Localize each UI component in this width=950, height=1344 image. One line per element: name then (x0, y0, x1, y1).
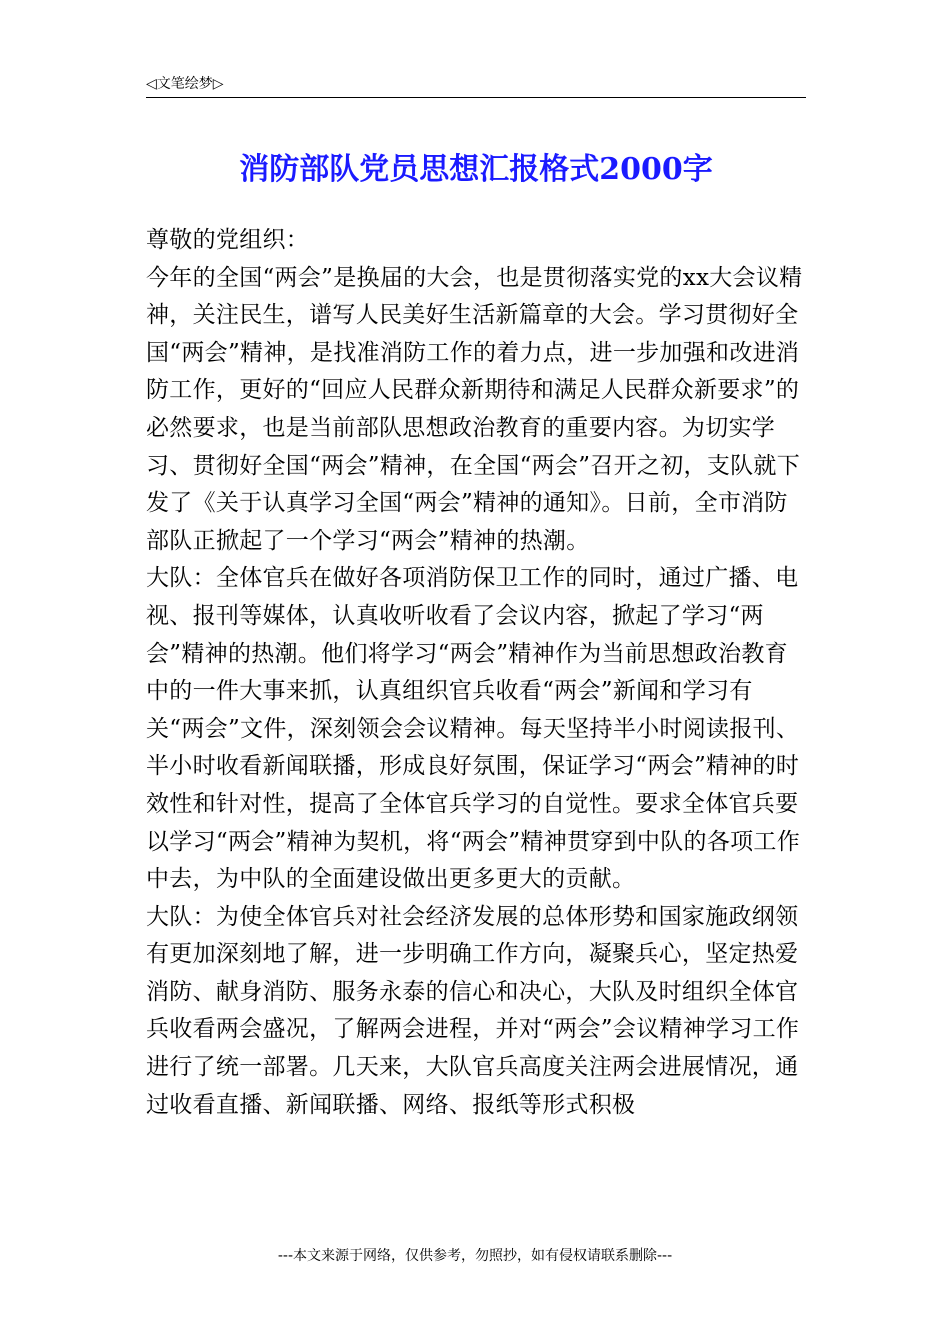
document-title: 消防部队党员思想汇报格式2000字 (239, 152, 713, 188)
footer-notice: ---本文来源于网络，仅供参考，勿照抄，如有侵权请联系删除--- (277, 1248, 673, 1264)
document-body (146, 222, 806, 1124)
header-divider (146, 97, 806, 98)
paragraph: 大队：全体官兵在做好各项消防保卫工作的同时，通过广播、电视、报刊等媒体，认真收听收看了会议内容，掀起了学习“两会”精神的热潮。他们将学习“两会”精神作为当前思想政治教育中的一件大事来抓，认真组织官兵收看“两会”新闻和学习有关“两会”文件，深刻领会会议精神。每天坚持半小时阅读报刊、半小时收看新闻联播，形成良好氛围，保证学习“两会”精神的时效性和针对性，提高了全体官兵学习的自觉性。要求全体官兵要以学习“两会”精神为契机，将“两会”精神贯穿到中队的各项工作中去，为中队的全面建设做出更多更大的贡献。 (146, 565, 801, 893)
header-brand: ◁文笔绘梦▷ (146, 76, 224, 92)
paragraph: 大队：为使全体官兵对社会经济发展的总体形势和国家施政纲领有更加深刻地了解，进一步明确工作方向，凝聚兵心，坚定热爱消防、献身消防、服务永泰的信心和决心，大队及时组织全体官兵收看两会盛况，了解两会进程，并对“两会”会议精神学习工作进行了统一部署。几天来，大队官兵高度关注两会进展情况，通过收看直播、新闻联播、网络、报纸等形式积极 (146, 903, 800, 1118)
salutation: 尊敬的党组织： (146, 227, 310, 253)
paragraph: 今年的全国“两会”是换届的大会，也是贯彻落实党的xx大会议精神，关注民生，谱写人民美好生活新篇章的大会。学习贯彻好全国“两会”精神，是找准消防工作的着力点，进一步加强和改进消防工作，更好的“回应人民群众新期待和满足人民群众新要求”的必然要求，也是当前部队思想政治教育的重要内容。为切实学习、贯彻好全国“两会”精神，在全国“两会”召开之初，支队就下发了《关于认真学习全国“两会”精神的通知》。日前，全市消防部队正掀起了一个学习“两会”精神的热潮。 (146, 264, 803, 554)
